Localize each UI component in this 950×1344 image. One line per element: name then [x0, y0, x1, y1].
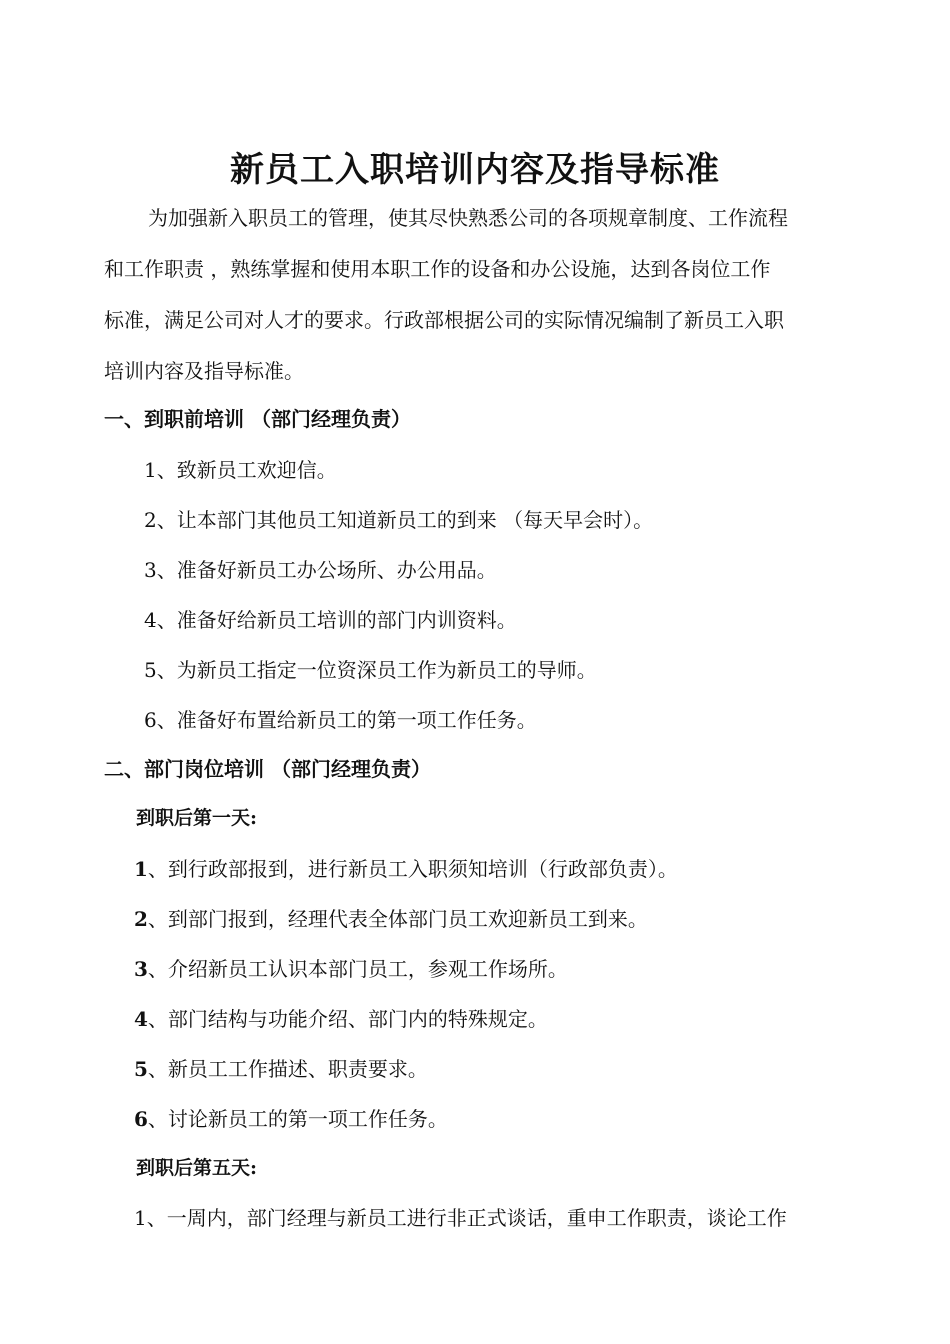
item-number: 3、 [144, 558, 177, 582]
intro-line: 和工作职责 ，熟练掌握和使用本职工作的设备和办公设施，达到各岗位工作 [104, 257, 771, 281]
list-item [144, 704, 537, 733]
item-text: 致新员工欢迎信。 [176, 458, 337, 482]
item-number: 1 [134, 857, 148, 881]
list-item [134, 1053, 428, 1082]
list-item [144, 554, 497, 583]
item-number: 4、 [144, 608, 177, 632]
intro-line: 培训内容及指导标准。 [104, 359, 304, 383]
item-number: 4 [134, 1007, 148, 1031]
list-item [134, 853, 678, 882]
intro-line: 标准，满足公司对人才的要求。行政部根据公司的实际情况编制了新员工入职 [104, 308, 784, 332]
item-number: 1 [134, 1206, 147, 1230]
intro-paragraph [104, 200, 864, 404]
item-text: 让本部门其他员工知道新员工的到来 （每天早会时）。 [176, 508, 654, 532]
document-title: 新员工入职培训内容及指导标准 [230, 150, 720, 190]
item-number: 6 [134, 1107, 148, 1131]
item-text: 、新员工工作描述、职责要求。 [147, 1057, 428, 1081]
item-text: 、到部门报到，经理代表全体部门员工欢迎新员工到来。 [147, 907, 648, 931]
item-text: 准备好给新员工培训的部门内训资料。 [176, 608, 517, 632]
item-number: 2 [134, 907, 148, 931]
item-number: 5 [134, 1057, 148, 1081]
item-text: 、到行政部报到，进行新员工入职须知培训（行政部负责）。 [147, 857, 678, 881]
list-item [144, 454, 337, 483]
day5-subheading: 到职后第五天: [136, 1157, 258, 1179]
item-number: 6、 [144, 708, 177, 732]
section2-heading: 二、部门岗位培训 （部门经理负责） [104, 757, 431, 781]
intro-line: 为加强新入职员工的管理，使其尽快熟悉公司的各项规章制度、工作流程 [148, 206, 788, 230]
list-item [134, 1103, 448, 1132]
list-item [144, 504, 653, 533]
section1-heading: 一、到职前培训 （部门经理负责） [104, 407, 411, 431]
list-item [134, 953, 568, 982]
list-item [134, 1202, 787, 1231]
item-number: 2、 [144, 508, 177, 532]
item-text: 准备好布置给新员工的第一项工作任务。 [176, 708, 537, 732]
item-number: 3 [134, 957, 148, 981]
item-text: 、介绍新员工认识本部门员工，参观工作场所。 [147, 957, 568, 981]
item-number: 1、 [144, 458, 177, 482]
item-text: 为新员工指定一位资深员工作为新员工的导师。 [176, 658, 597, 682]
list-item [144, 654, 597, 683]
item-text: 、讨论新员工的第一项工作任务。 [147, 1107, 448, 1131]
day1-subheading: 到职后第一天: [136, 807, 258, 829]
list-item [134, 1003, 548, 1032]
item-number: 5、 [144, 658, 177, 682]
item-text: 准备好新员工办公场所、办公用品。 [176, 558, 497, 582]
item-text: 、一周内，部门经理与新员工进行非正式谈话，重申工作职责，谈论工作 [146, 1206, 787, 1230]
item-text: 、部门结构与功能介绍、部门内的特殊规定。 [147, 1007, 548, 1031]
list-item [134, 903, 648, 932]
list-item [144, 604, 517, 633]
